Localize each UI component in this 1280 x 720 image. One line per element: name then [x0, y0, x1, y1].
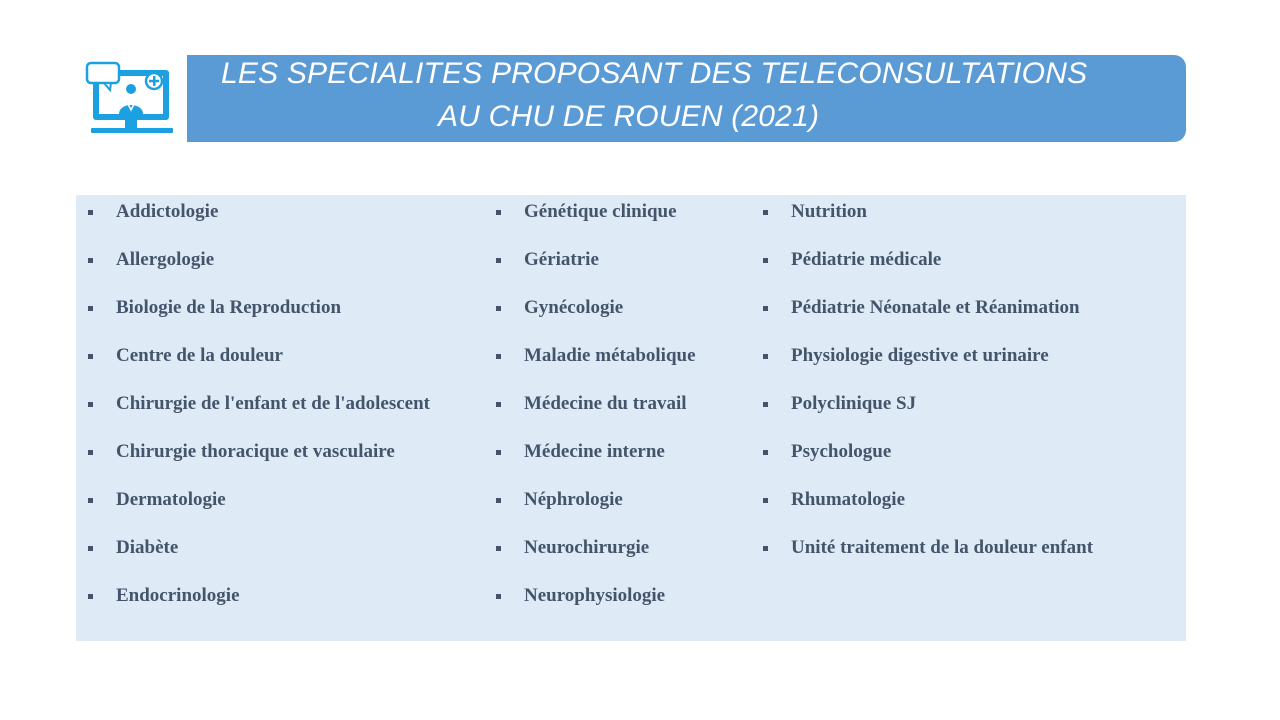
specialty-label: Addictologie: [116, 201, 219, 222]
specialty-label: Médecine interne: [524, 441, 665, 462]
specialty-label: Biologie de la Reproduction: [116, 297, 342, 318]
bullet-icon: [763, 450, 768, 455]
bullet-icon: [763, 546, 768, 551]
bullet-icon: [496, 354, 501, 359]
bullet-icon: [88, 258, 93, 263]
specialty-label: Psychologue: [791, 441, 892, 462]
specialty-label: Allergologie: [116, 249, 215, 270]
bullet-icon: [763, 258, 768, 263]
specialty-label: Chirurgie de l'enfant et de l'adolescent: [116, 393, 430, 414]
bullet-icon: [496, 258, 501, 263]
specialty-label: Chirurgie thoracique et vasculaire: [116, 441, 395, 462]
bullet-icon: [496, 594, 501, 599]
specialty-label: Néphrologie: [524, 489, 623, 510]
bullet-icon: [763, 498, 768, 503]
specialty-label: Neurophysiologie: [524, 585, 666, 606]
bullet-icon: [496, 498, 501, 503]
specialty-label: Pédiatrie médicale: [791, 249, 942, 270]
specialty-label: Rhumatologie: [791, 489, 905, 510]
bullet-icon: [88, 210, 93, 215]
specialty-label: Pédiatrie Néonatale et Réanimation: [791, 297, 1080, 318]
specialty-label: Physiologie digestive et urinaire: [791, 345, 1049, 366]
bullet-icon: [496, 306, 501, 311]
specialty-label: Neurochirurgie: [524, 537, 650, 558]
bullet-icon: [763, 306, 768, 311]
specialty-label: Gériatrie: [524, 249, 599, 270]
page-title-line-2: AU CHU DE ROUEN (2021): [438, 100, 820, 133]
specialty-label: Gynécologie: [524, 297, 624, 318]
bullet-icon: [88, 306, 93, 311]
bullet-icon: [88, 546, 93, 551]
specialty-label: Médecine du travail: [524, 393, 687, 414]
bullet-icon: [88, 450, 93, 455]
bullet-icon: [88, 594, 93, 599]
specialty-label: Dermatologie: [116, 489, 226, 510]
bullet-icon: [88, 402, 93, 407]
specialty-label: Polyclinique SJ: [791, 393, 917, 414]
bullet-icon: [763, 210, 768, 215]
page-title-line-1: LES SPECIALITES PROPOSANT DES TELECONSULTATIONS: [221, 57, 1088, 90]
specialty-label: Diabète: [116, 537, 179, 558]
specialties-panel: [76, 195, 1186, 641]
specialty-label: Endocrinologie: [116, 585, 240, 606]
bullet-icon: [763, 354, 768, 359]
specialty-label: Centre de la douleur: [116, 345, 283, 366]
bullet-icon: [763, 402, 768, 407]
bullet-icon: [496, 210, 501, 215]
bullet-icon: [88, 354, 93, 359]
bullet-icon: [496, 402, 501, 407]
bullet-icon: [496, 450, 501, 455]
specialty-label: Unité traitement de la douleur enfant: [791, 537, 1094, 558]
specialty-label: Maladie métabolique: [524, 345, 696, 366]
bullet-icon: [88, 498, 93, 503]
teleconsultation-monitor-icon: [84, 60, 180, 136]
title-banner: [187, 55, 1186, 142]
specialty-label: Nutrition: [791, 201, 867, 222]
bullet-icon: [496, 546, 501, 551]
specialty-label: Génétique clinique: [524, 201, 677, 222]
